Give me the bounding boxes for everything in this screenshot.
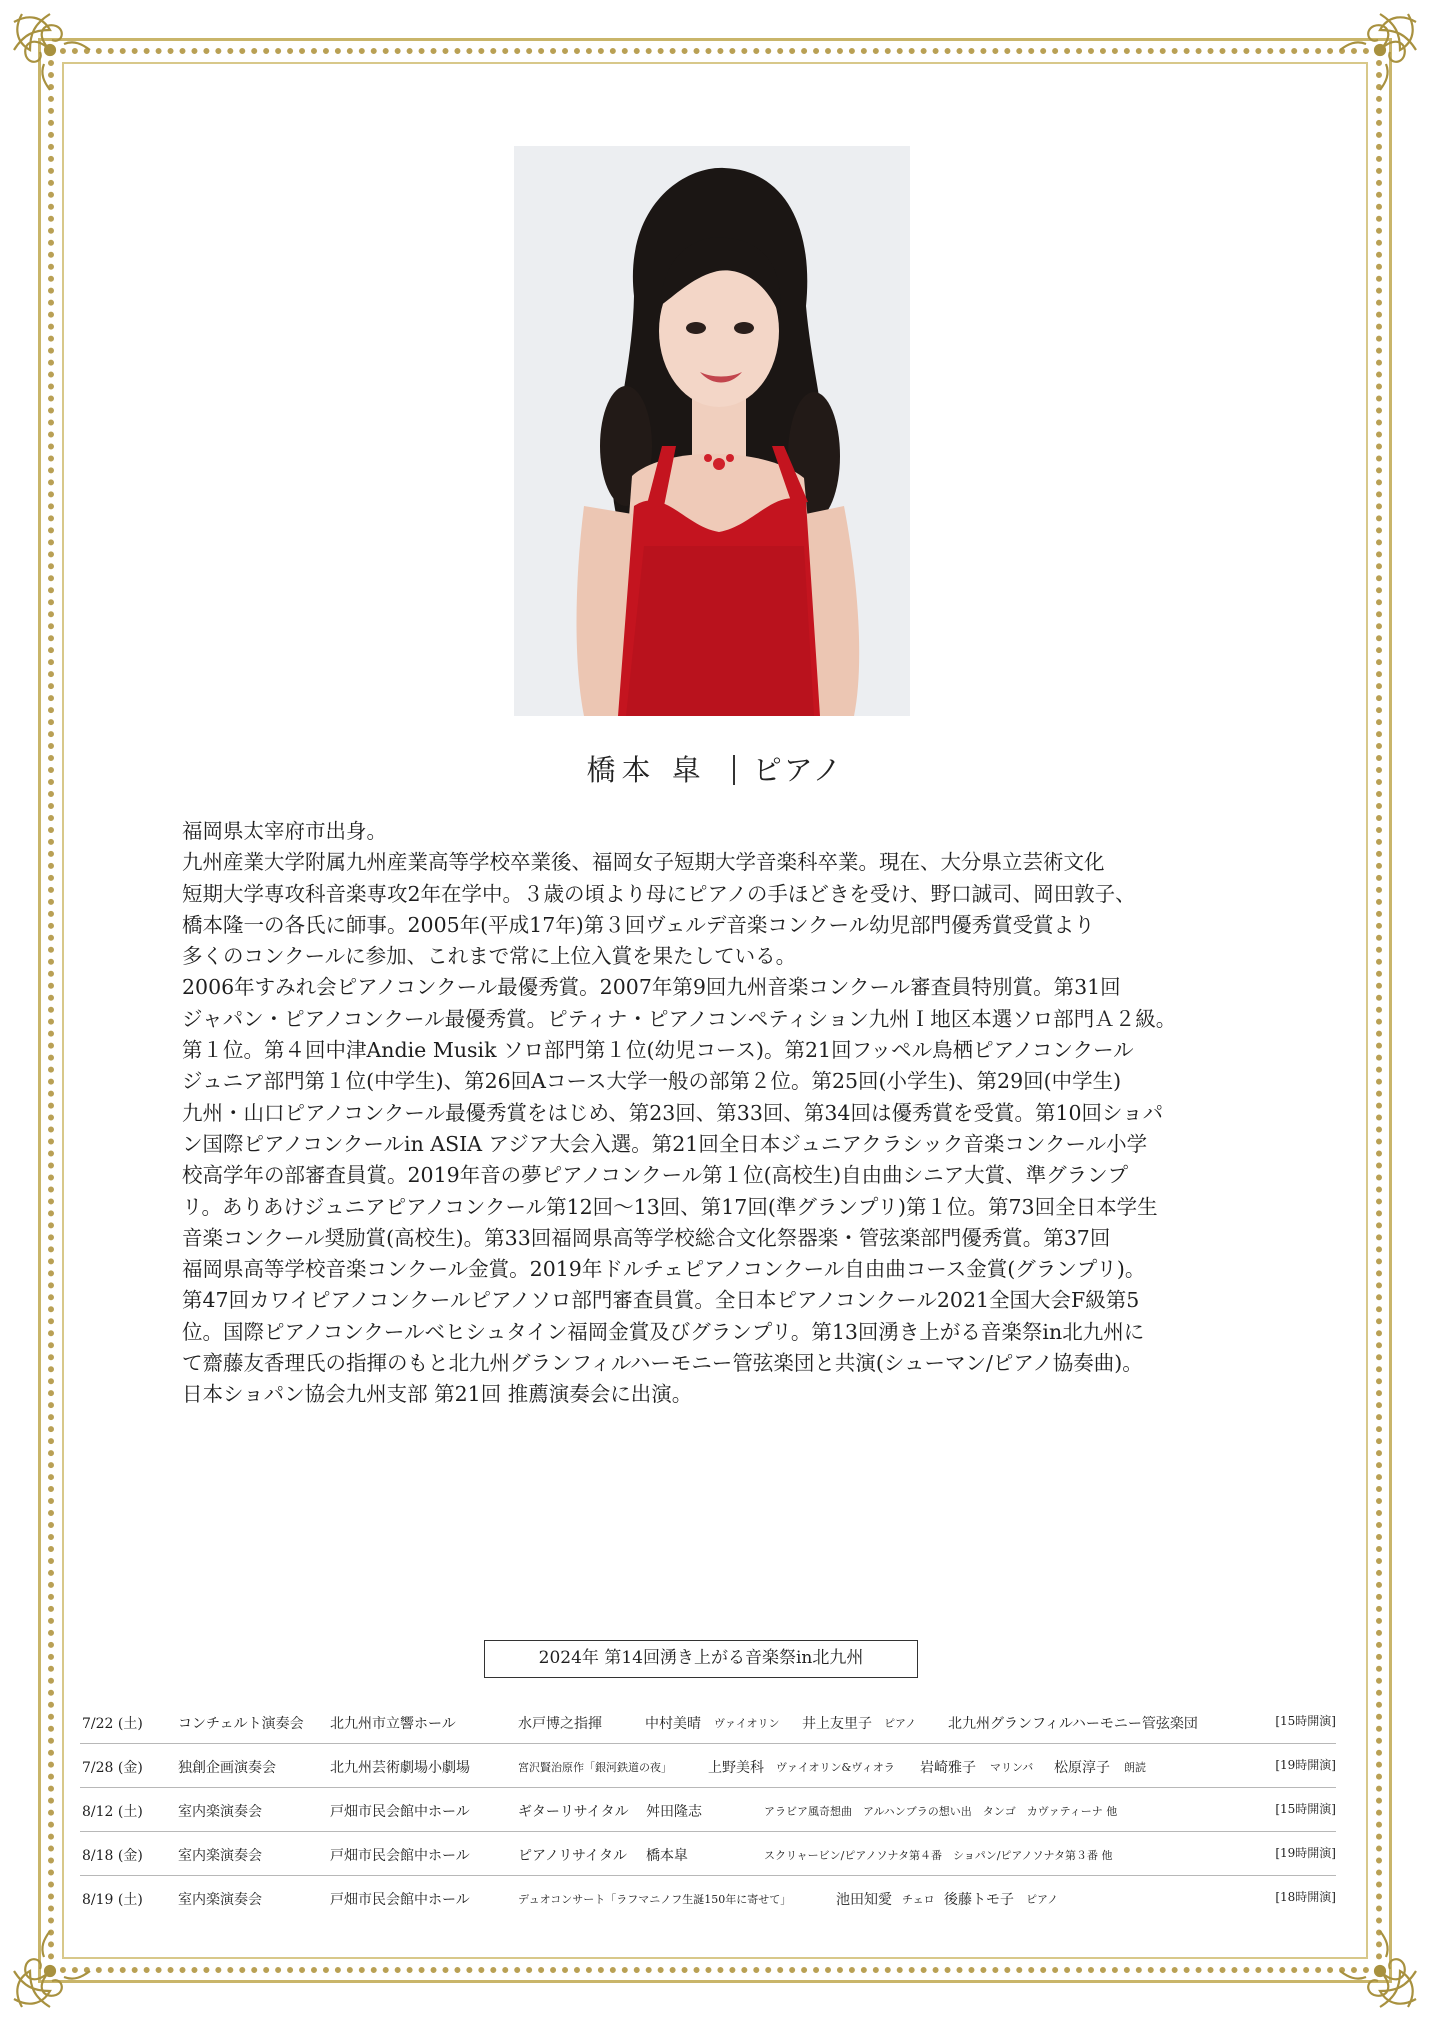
divider	[733, 755, 735, 785]
schedule-type: コンチェルト演奏会	[178, 1716, 304, 1732]
schedule-date: 8/18 (金)	[82, 1848, 143, 1864]
schedule-time: [19時開演]	[1275, 1758, 1336, 1772]
schedule-row	[80, 1876, 1336, 1919]
bio-line: て齋藤友香理氏の指揮のもと北九州グランフィルハーモニー管弦楽団と共演(シューマン/ピアノ協奏曲)。	[182, 1351, 1143, 1376]
schedule-date: 7/22 (土)	[82, 1716, 143, 1732]
schedule-detail: アラビア風奇想曲 アルハンブラの想い出 タンゴ カヴァティーナ 他	[764, 1805, 1118, 1818]
schedule-row	[80, 1832, 1336, 1876]
schedule-time: [18時開演]	[1275, 1890, 1336, 1904]
schedule-detail-role: ピアノ	[884, 1717, 917, 1730]
bio-line: 多くのコンクールに参加、これまで常に上位入賞を果たしている。	[182, 944, 797, 969]
bio-line: 九州・山口ピアノコンクール最優秀賞をはじめ、第23回、第33回、第34回は優秀賞を受賞。第10回ショパ	[182, 1100, 1164, 1125]
schedule-detail: 池田知愛	[836, 1892, 892, 1908]
bio-line: 日本ショパン協会九州支部 第21回 推薦演奏会に出演。	[182, 1382, 693, 1407]
bio-line: 福岡県高等学校音楽コンクール金賞。2019年ドルチェピアノコンクール自由曲コース金賞(グランプリ)。	[182, 1257, 1146, 1282]
schedule-venue: 戸畑市民会館中ホール	[330, 1804, 470, 1820]
schedule-detail-role: 朗読	[1124, 1761, 1146, 1774]
schedule-detail: 中村美晴	[645, 1716, 701, 1732]
bio-line: 位。国際ピアノコンクールベヒシュタイン福岡金賞及びグランプリ。第13回湧き上がる音楽祭in北九州に	[182, 1319, 1145, 1344]
schedule-type: 室内楽演奏会	[178, 1848, 262, 1864]
schedule-detail: 舛田隆志	[646, 1804, 702, 1820]
schedule-detail: 松原淳子	[1054, 1760, 1110, 1776]
schedule-row	[80, 1744, 1336, 1788]
schedule-detail: デュオコンサート「ラフマニノフ生誕150年に寄せて」	[518, 1893, 792, 1906]
performer-heading	[0, 748, 1430, 789]
schedule-detail-role: ヴァイオリン	[714, 1717, 780, 1730]
schedule-time: [15時開演]	[1275, 1714, 1336, 1728]
schedule-detail: 北九州グランフィルハーモニー管弦楽団	[948, 1716, 1198, 1732]
bio-line: 2006年すみれ会ピアノコンクール最優秀賞。2007年第9回九州音楽コンクール審査員特別賞。第31回	[182, 975, 1121, 1000]
schedule-date: 7/28 (金)	[82, 1760, 143, 1776]
bio-line: ジュニア部門第１位(中学生)、第26回Aコース大学一般の部第２位。第25回(小学生)、第29回(中学生)	[182, 1069, 1122, 1094]
schedule-detail: 宮沢賢治原作「銀河鉄道の夜」	[518, 1761, 672, 1774]
schedule-list	[80, 1700, 1336, 1919]
schedule-venue: 戸畑市民会館中ホール	[330, 1892, 470, 1908]
schedule-detail: ギターリサイタル	[518, 1804, 629, 1820]
festival-title: 2024年 第14回湧き上がる音楽祭in北九州	[484, 1640, 918, 1678]
schedule-detail-role: マリンバ	[990, 1761, 1034, 1774]
bio-line: リ。ありあけジュニアピアノコンクール第12回～13回、第17回(準グランプリ)第１位。第73回全日本学生	[182, 1194, 1158, 1219]
schedule-detail: 井上友里子	[802, 1716, 872, 1732]
schedule-detail-role: ピアノ	[1026, 1893, 1059, 1906]
corner-ornament-icon	[1334, 1925, 1426, 2017]
bio-line: 音楽コンクール奨励賞(高校生)。第33回福岡県高等学校総合文化祭器楽・管弦楽部門優秀賞。第37回	[182, 1225, 1111, 1250]
bio-line: ン国際ピアノコンクールin ASIA アジア大会入選。第21回全日本ジュニアクラシック音楽コンクール小学	[182, 1131, 1148, 1156]
corner-ornament-icon	[4, 4, 96, 96]
schedule-venue: 北九州芸術劇場小劇場	[330, 1760, 470, 1776]
schedule-detail: ピアノリサイタル	[518, 1848, 628, 1864]
schedule-detail: 水戸博之指揮	[518, 1716, 602, 1732]
bio-line: 福岡県太宰府市出身。	[182, 819, 387, 843]
schedule-date: 8/12 (土)	[82, 1804, 143, 1820]
corner-ornament-icon	[1334, 4, 1426, 96]
schedule-detail: 橋本皐	[646, 1848, 688, 1864]
bio-line: 第１位。第４回中津Andie Musik ソロ部門第１位(幼児コース)。第21回フッペル鳥栖ピアノコンクール	[182, 1038, 1134, 1063]
performer-biography	[182, 816, 1262, 1411]
schedule-type: 独創企画演奏会	[178, 1760, 276, 1776]
schedule-date: 8/19 (土)	[82, 1892, 143, 1908]
schedule-detail: 岩崎雅子	[920, 1760, 976, 1776]
schedule-detail: スクリャービン/ピアノソナタ第４番 ショパン/ピアノソナタ第３番 他	[764, 1849, 1113, 1862]
bio-line: 橋本隆一の各氏に師事。2005年(平成17年)第３回ヴェルデ音楽コンクール幼児部門優秀賞受賞より	[182, 912, 1095, 937]
schedule-time: [19時開演]	[1275, 1846, 1336, 1860]
bio-line: ジャパン・ピアノコンクール最優秀賞。ピティナ・ピアノコンペティション九州Ｉ地区本選ソロ部門Ａ２級。	[182, 1006, 1177, 1031]
schedule-type: 室内楽演奏会	[178, 1804, 262, 1820]
schedule-venue: 戸畑市民会館中ホール	[330, 1848, 470, 1864]
schedule-type: 室内楽演奏会	[178, 1892, 262, 1908]
schedule-row	[80, 1788, 1336, 1832]
bio-line: 短期大学専攻科音楽専攻2年在学中。３歳の頃より母にピアノの手ほどきを受け、野口誠司、岡田敦子、	[182, 881, 1136, 906]
schedule-detail-role: ヴァイオリン&ヴィオラ	[776, 1761, 895, 1774]
performer-portrait-photo	[514, 146, 910, 716]
schedule-row	[80, 1700, 1336, 1744]
schedule-detail: 上野美科	[708, 1760, 764, 1776]
bio-line: 九州産業大学附属九州産業高等学校卒業後、福岡女子短期大学音楽科卒業。現在、大分県立芸術文化	[182, 850, 1105, 875]
bio-line: 第47回カワイピアノコンクールピアノソロ部門審査員賞。全日本ピアノコンクール2021全国大会F級第5	[182, 1288, 1140, 1313]
performer-name: 橋本 皐	[586, 753, 707, 787]
corner-ornament-icon	[4, 1925, 96, 2017]
schedule-detail: 後藤トモ子	[944, 1892, 1014, 1908]
schedule-venue: 北九州市立響ホール	[330, 1716, 456, 1732]
performer-instrument: ピアノ	[752, 753, 844, 787]
bio-line: 校高学年の部審査員賞。2019年音の夢ピアノコンクール第１位(高校生)自由曲シニア大賞、準グランプ	[182, 1163, 1129, 1188]
schedule-time: [15時開演]	[1275, 1802, 1336, 1816]
schedule-detail-role: チェロ	[902, 1893, 935, 1906]
